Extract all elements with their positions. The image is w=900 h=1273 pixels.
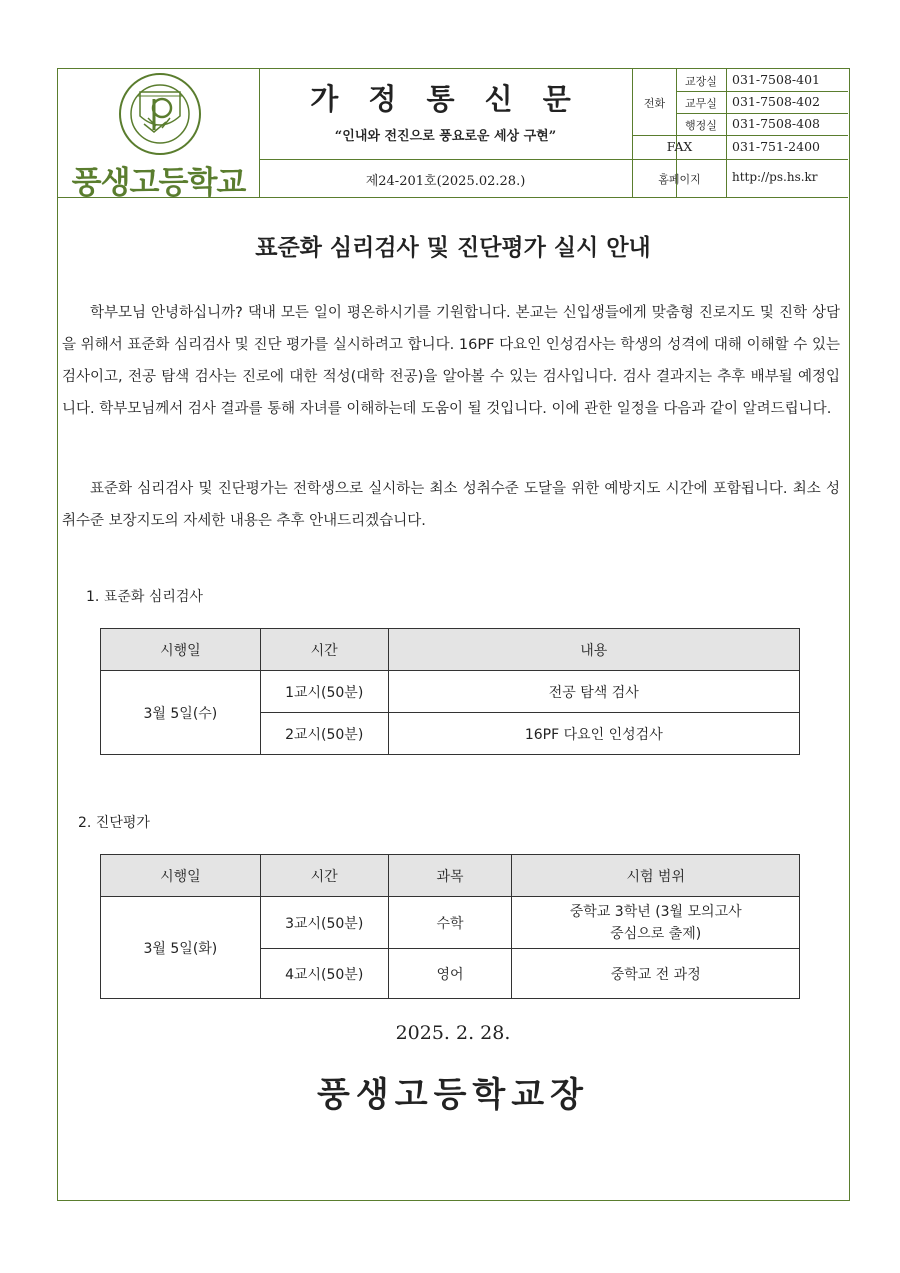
school-seal-icon — [118, 72, 202, 156]
diagnostic-test-table — [100, 854, 800, 999]
period-cell: 4교시(50분) — [260, 949, 388, 999]
table-header-row — [101, 855, 800, 897]
range-cell — [512, 897, 800, 949]
signer: 풍생고등학교장 — [317, 1075, 589, 1115]
contact-divider — [633, 159, 848, 160]
issue-cell — [259, 159, 633, 197]
academic-office-phone: 031-7508-402 — [732, 94, 820, 109]
intro-paragraph: 학부모님 안녕하십니까? 댁내 모든 일이 평온하시기를 기원합니다. 본교는 신입생들에게 맞춤형 진로지도 및 진학 상담을 위해서 표준화 심리검사 및 진단 평가를 실시하려고 합니다. 16PF 다요인 인성검사는 학생의 성격에 대해 이해할 수 있는 검사이고, 전공 탐색 검사는 진로에 대한 적성(대학 전공)을 알아볼 수 있는 검사입니다. 검사 결과지는 추후 배부될 예정입니다. 학부모님께서 검사 결과를 통해 자녀를 이해하는데 도움이 될 것입니다. 이에 관한 일정을 다음과 같이 알려드립니다. — [62, 305, 840, 417]
issue-date: 2025. 2. 28. — [395, 1022, 511, 1044]
column-header: 시행일 — [101, 855, 261, 897]
title-cell — [259, 69, 633, 160]
content-cell: 16PF 다요인 인성검사 — [388, 713, 799, 755]
admin-office-label: 행정실 — [685, 119, 717, 132]
letterhead — [58, 69, 848, 201]
phone-label: 전화 — [643, 97, 666, 110]
psych-test-table — [100, 628, 800, 755]
column-header: 시간 — [260, 855, 388, 897]
period-cell: 3교시(50분) — [260, 897, 388, 949]
notice-paragraph: 표준화 심리검사 및 진단평가는 전학생으로 실시하는 최소 성취수준 도달을 위한 예방지도 시간에 포함됩니다. 최소 성취수준 보장지도의 자세한 내용은 추후 안내드리겠습니다. — [62, 481, 841, 529]
document-title: 표준화 심리검사 및 진단평가 실시 안내 — [255, 235, 651, 261]
column-header: 시행일 — [101, 629, 261, 671]
principal-office-phone: 031-7508-401 — [732, 72, 820, 87]
period-cell: 1교시(50분) — [260, 671, 388, 713]
fax-number: 031-751-2400 — [732, 139, 820, 154]
range-line: 중학교 3학년 (3월 모의고사 — [569, 903, 742, 920]
section2-heading: 2. 진단평가 — [78, 815, 150, 831]
fax-label: FAX — [666, 139, 693, 154]
range-line: 중심으로 출제) — [610, 925, 702, 942]
academic-office-label: 교무실 — [685, 97, 717, 110]
homepage-link[interactable]: http://ps.hs.kr — [732, 170, 818, 184]
subject-cell: 수학 — [388, 897, 512, 949]
table-header-row — [101, 629, 800, 671]
column-header: 시간 — [260, 629, 388, 671]
contact-divider — [676, 91, 848, 92]
logo-cell — [58, 69, 260, 201]
section1-heading: 1. 표준화 심리검사 — [86, 589, 203, 605]
subject-cell: 영어 — [388, 949, 512, 999]
school-motto: “인내와 전진으로 풍요로운 세상 구현” — [334, 129, 557, 144]
principal-office-label: 교장실 — [685, 75, 717, 88]
column-header: 과목 — [388, 855, 512, 897]
test-date-cell: 3월 5일(화) — [101, 897, 261, 999]
homepage-label: 홈페이지 — [658, 173, 701, 186]
range-cell: 중학교 전 과정 — [512, 949, 800, 999]
period-cell: 2교시(50분) — [260, 713, 388, 755]
table-row — [101, 897, 800, 949]
document-frame — [57, 68, 850, 1201]
school-name: 풍생고등학교 — [71, 165, 246, 201]
admin-office-phone: 031-7508-408 — [732, 116, 820, 131]
column-header: 내용 — [388, 629, 799, 671]
column-header: 시험 범위 — [512, 855, 800, 897]
table-row — [101, 671, 800, 713]
test-date-cell: 3월 5일(수) — [101, 671, 261, 755]
contact-divider — [676, 113, 848, 114]
issue-number: 제24-201호(2025.02.28.) — [365, 174, 526, 189]
newsletter-title: 가 정 통 신 문 — [310, 82, 581, 116]
contact-divider — [633, 135, 848, 136]
content-cell: 전공 탐색 검사 — [388, 671, 799, 713]
contact-table — [633, 69, 848, 197]
